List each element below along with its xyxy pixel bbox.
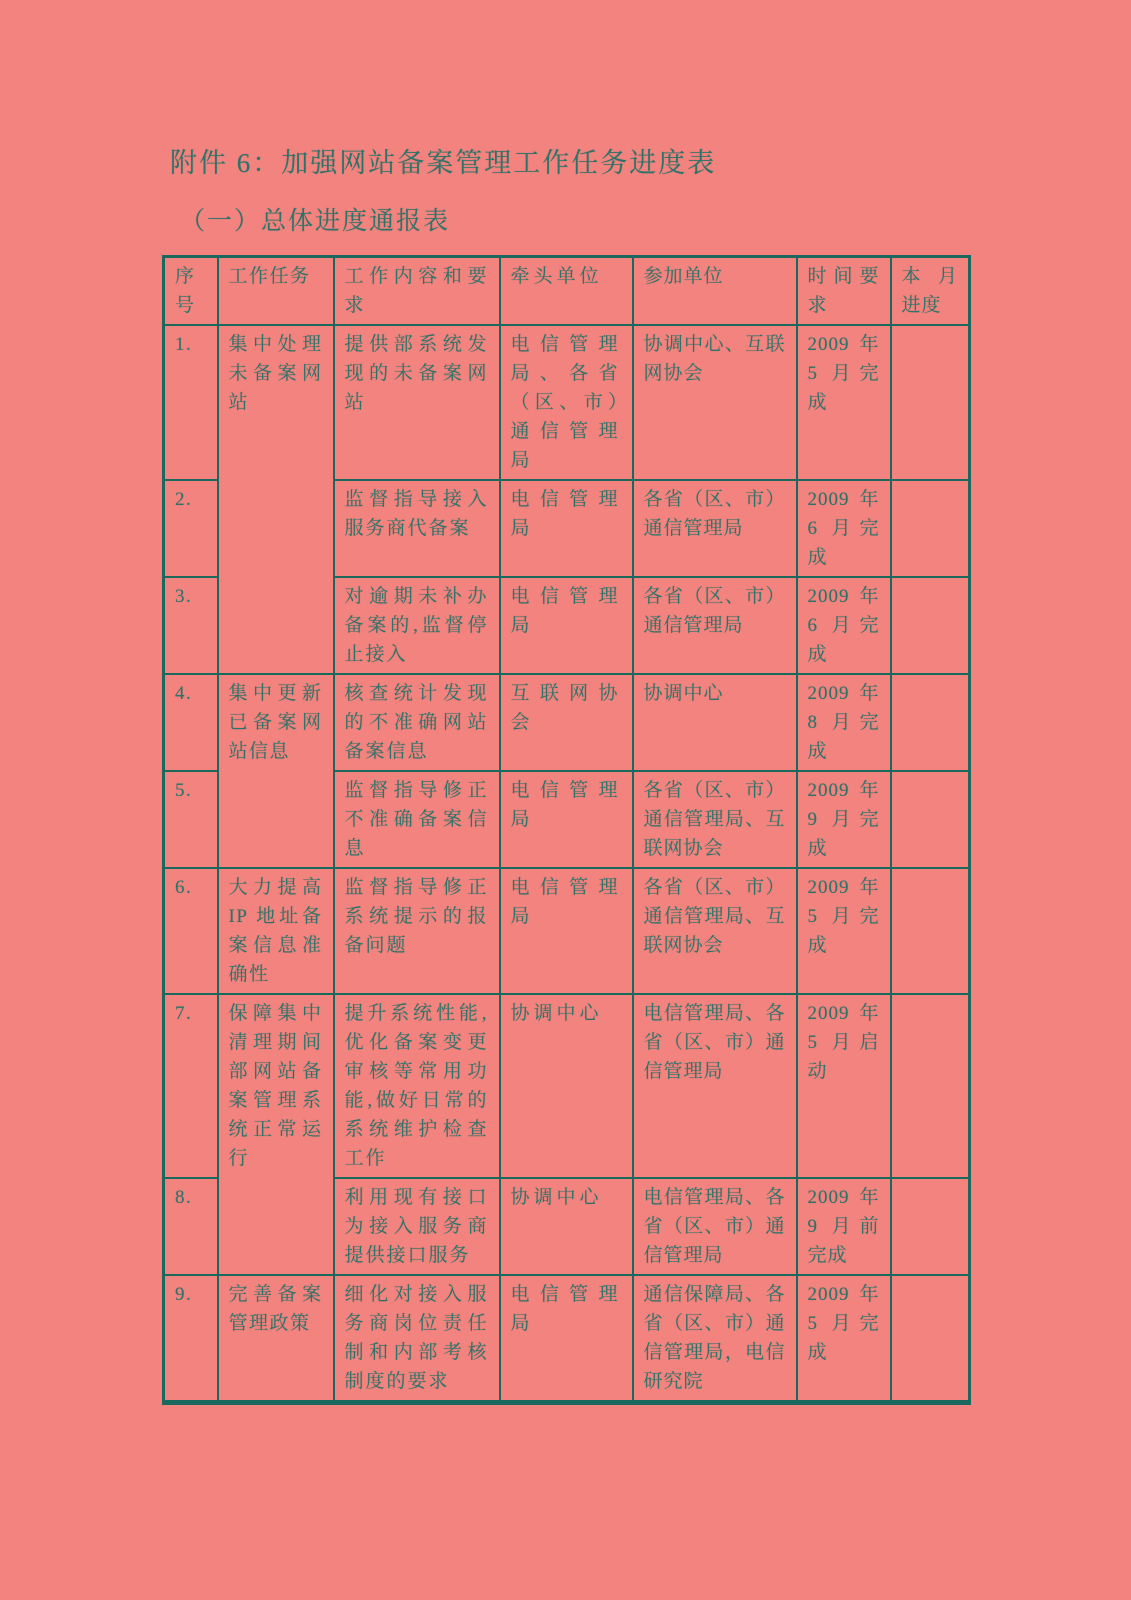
- cell-participants: 通信保障局、各省（区、市）通信管理局，电信研究院: [633, 1275, 797, 1403]
- cell-lead: 电信管理局: [500, 868, 633, 994]
- table-row: [164, 674, 970, 771]
- header-lead: 牵头单位: [500, 257, 633, 326]
- cell-no: 7.: [164, 994, 218, 1178]
- cell-task: 集中更新已备案网站信息: [218, 674, 334, 868]
- table-row: [164, 994, 970, 1178]
- cell-task: 完善备案管理政策: [218, 1275, 334, 1403]
- cell-progress: [891, 1275, 970, 1403]
- cell-progress: [891, 1178, 970, 1275]
- cell-participants: 各省（区、市）通信管理局: [633, 577, 797, 674]
- cell-content: 监督指导接入服务商代备案: [334, 480, 500, 577]
- cell-content: 监督指导修正系统提示的报备问题: [334, 868, 500, 994]
- cell-content: 利用现有接口为接入服务商提供接口服务: [334, 1178, 500, 1275]
- cell-time: 2009 年 9 月完成: [797, 771, 891, 868]
- cell-progress: [891, 480, 970, 577]
- section-subtitle: （一）总体进度通报表: [180, 208, 451, 235]
- cell-content: 提供部系统发现的未备案网站: [334, 325, 500, 480]
- table-row: [164, 868, 970, 994]
- cell-lead: 协调中心: [500, 994, 633, 1178]
- cell-time: 2009 年 6 月完成: [797, 577, 891, 674]
- cell-time: 2009 年 5 月完成: [797, 1275, 891, 1403]
- cell-participants: 电信管理局、各省（区、市）通信管理局: [633, 1178, 797, 1275]
- cell-participants: 协调中心: [633, 674, 797, 771]
- cell-no: 8.: [164, 1178, 218, 1275]
- cell-time: 2009 年 5 月完成: [797, 325, 891, 480]
- cell-lead: 电信管理局: [500, 771, 633, 868]
- cell-lead: 电信管理局: [500, 1275, 633, 1403]
- cell-lead: 电信管理局、各省（区、市）通信管理局: [500, 325, 633, 480]
- cell-lead: 协调中心: [500, 1178, 633, 1275]
- header-task: 工作任务: [218, 257, 334, 326]
- cell-progress: [891, 868, 970, 994]
- cell-time: 2009 年 6 月完成: [797, 480, 891, 577]
- cell-lead: 电信管理局: [500, 577, 633, 674]
- table-row: [164, 1275, 970, 1403]
- cell-time: 2009 年 8 月完成: [797, 674, 891, 771]
- cell-task: 保障集中清理期间部网站备案管理系统正常运行: [218, 994, 334, 1275]
- cell-progress: [891, 325, 970, 480]
- page-title: 附件 6：加强网站备案管理工作任务进度表: [170, 148, 717, 178]
- table-header-row: [164, 257, 970, 326]
- cell-progress: [891, 577, 970, 674]
- cell-lead: 电信管理局: [500, 480, 633, 577]
- table-row: [164, 325, 970, 480]
- cell-time: 2009 年 5 月启动: [797, 994, 891, 1178]
- cell-content: 细化对接入服务商岗位责任制和内部考核制度的要求: [334, 1275, 500, 1403]
- cell-no: 1.: [164, 325, 218, 480]
- cell-progress: [891, 771, 970, 868]
- header-progress: 本月进度: [891, 257, 970, 326]
- cell-participants: 各省（区、市）通信管理局、互联网协会: [633, 771, 797, 868]
- progress-table: [162, 255, 971, 1405]
- cell-no: 2.: [164, 480, 218, 577]
- cell-task: 大力提高 IP 地址备案信息准确性: [218, 868, 334, 994]
- cell-time: 2009 年 9 月前完成: [797, 1178, 891, 1275]
- cell-no: 6.: [164, 868, 218, 994]
- cell-progress: [891, 674, 970, 771]
- cell-participants: 各省（区、市）通信管理局: [633, 480, 797, 577]
- cell-time: 2009 年 5 月完成: [797, 868, 891, 994]
- cell-no: 3.: [164, 577, 218, 674]
- cell-content: 提升系统性能,优化备案变更审核等常用功能,做好日常的系统维护检查工作: [334, 994, 500, 1178]
- cell-participants: 各省（区、市）通信管理局、互联网协会: [633, 868, 797, 994]
- cell-progress: [891, 994, 970, 1178]
- cell-lead: 互联网协会: [500, 674, 633, 771]
- header-no: 序号: [164, 257, 218, 326]
- cell-content: 监督指导修正不准确备案信息: [334, 771, 500, 868]
- cell-content: 核查统计发现的不准确网站备案信息: [334, 674, 500, 771]
- header-participants: 参加单位: [633, 257, 797, 326]
- cell-no: 4.: [164, 674, 218, 771]
- cell-task: 集中处理未备案网站: [218, 325, 334, 674]
- cell-no: 9.: [164, 1275, 218, 1403]
- header-time: 时间要求: [797, 257, 891, 326]
- cell-participants: 协调中心、互联网协会: [633, 325, 797, 480]
- cell-no: 5.: [164, 771, 218, 868]
- cell-content: 对逾期未补办备案的,监督停止接入: [334, 577, 500, 674]
- cell-participants: 电信管理局、各省（区、市）通信管理局: [633, 994, 797, 1178]
- header-content: 工作内容和要求: [334, 257, 500, 326]
